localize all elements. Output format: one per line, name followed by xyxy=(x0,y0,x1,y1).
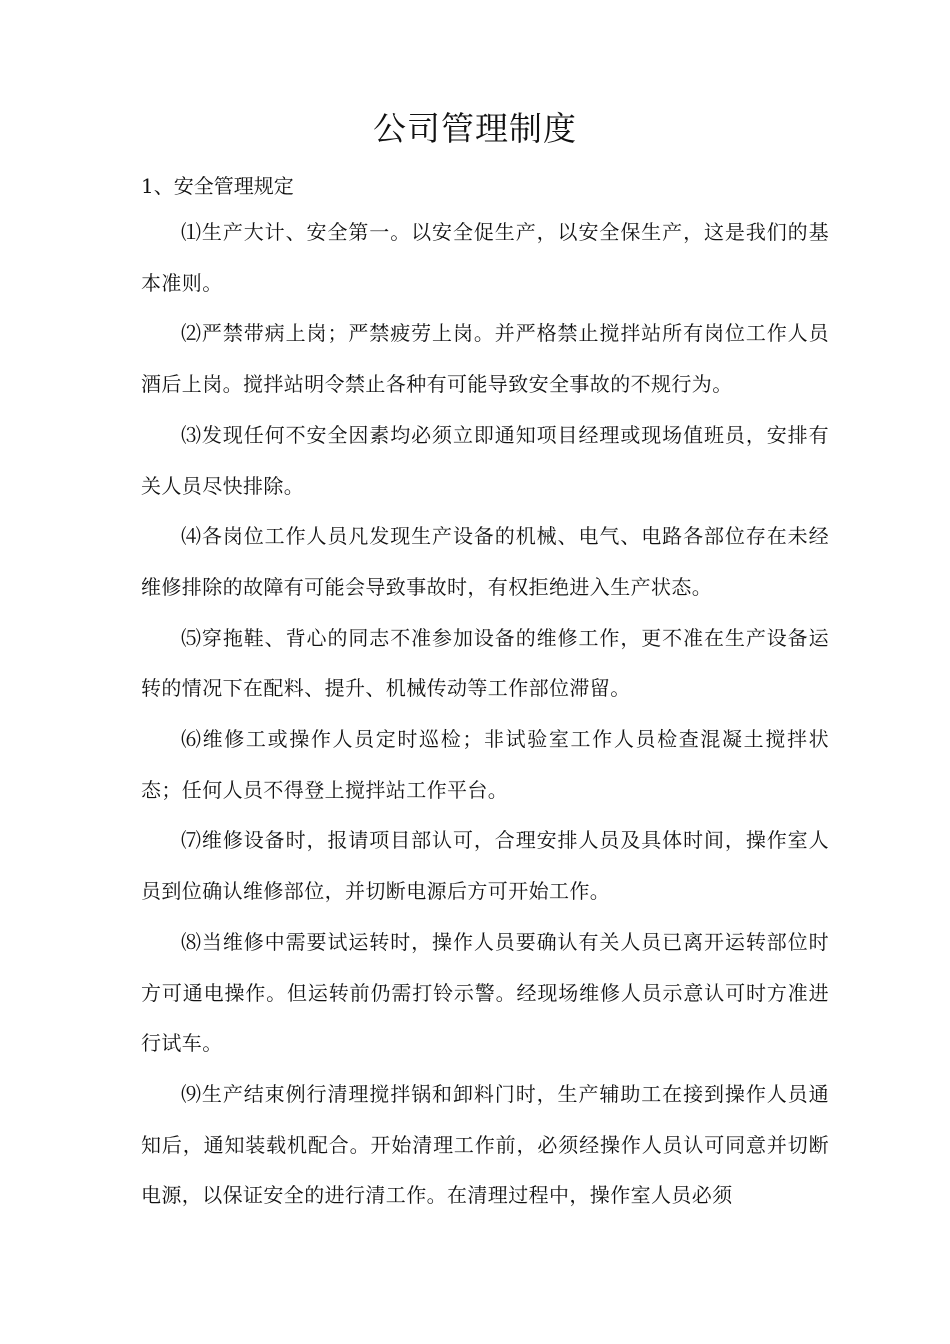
section-heading: 1、安全管理规定 xyxy=(141,174,294,198)
rule-paragraph-1: ⑴生产大计、安全第一。以安全促生产，以安全保生产，这是我们的基本准则。 xyxy=(141,220,829,295)
rule-paragraph-8: ⑻当维修中需要试运转时，操作人员要确认有关人员已离开运转部位时方可通电操作。但运转前仍需打铃示警。经现场维修人员示意认可时方准进行试车。 xyxy=(141,929,829,1056)
rule-paragraph-9: ⑼生产结束例行清理搅拌锅和卸料门时，生产辅助工在接到操作人员通知后，通知装载机配合。开始清理工作前，必须经操作人员认可同意并切断电源，以保证安全的进行清工作。在清理过程中，操作室人员必须 xyxy=(141,1081,829,1208)
rule-paragraph-2: ⑵严禁带病上岗；严禁疲劳上岗。并严格禁止搅拌站所有岗位工作人员酒后上岗。搅拌站明令禁止各种有可能导致安全事故的不规行为。 xyxy=(141,321,829,397)
rule-paragraph-3: ⑶发现任何不安全因素均必须立即通知项目经理或现场值班员，安排有关人员尽快排除。 xyxy=(141,422,829,498)
rule-paragraph-4: ⑷各岗位工作人员凡发现生产设备的机械、电气、电路各部位存在未经维修排除的故障有可能会导致事故时，有权拒绝进入生产状态。 xyxy=(141,524,829,599)
document-title: 公司管理制度 xyxy=(373,109,577,148)
section-body xyxy=(141,207,829,1221)
rule-paragraph-6: ⑹维修工或操作人员定时巡检；非试验室工作人员检查混凝土搅拌状态；任何人员不得登上搅拌站工作平台。 xyxy=(141,727,829,802)
rule-paragraph-7: ⑺维修设备时，报请项目部认可，合理安排人员及具体时间，操作室人员到位确认维修部位，并切断电源后方可开始工作。 xyxy=(141,828,829,904)
rule-paragraph-5: ⑸穿拖鞋、背心的同志不准参加设备的维修工作，更不准在生产设备运转的情况下在配料、提升、机械传动等工作部位滞留。 xyxy=(141,625,829,701)
